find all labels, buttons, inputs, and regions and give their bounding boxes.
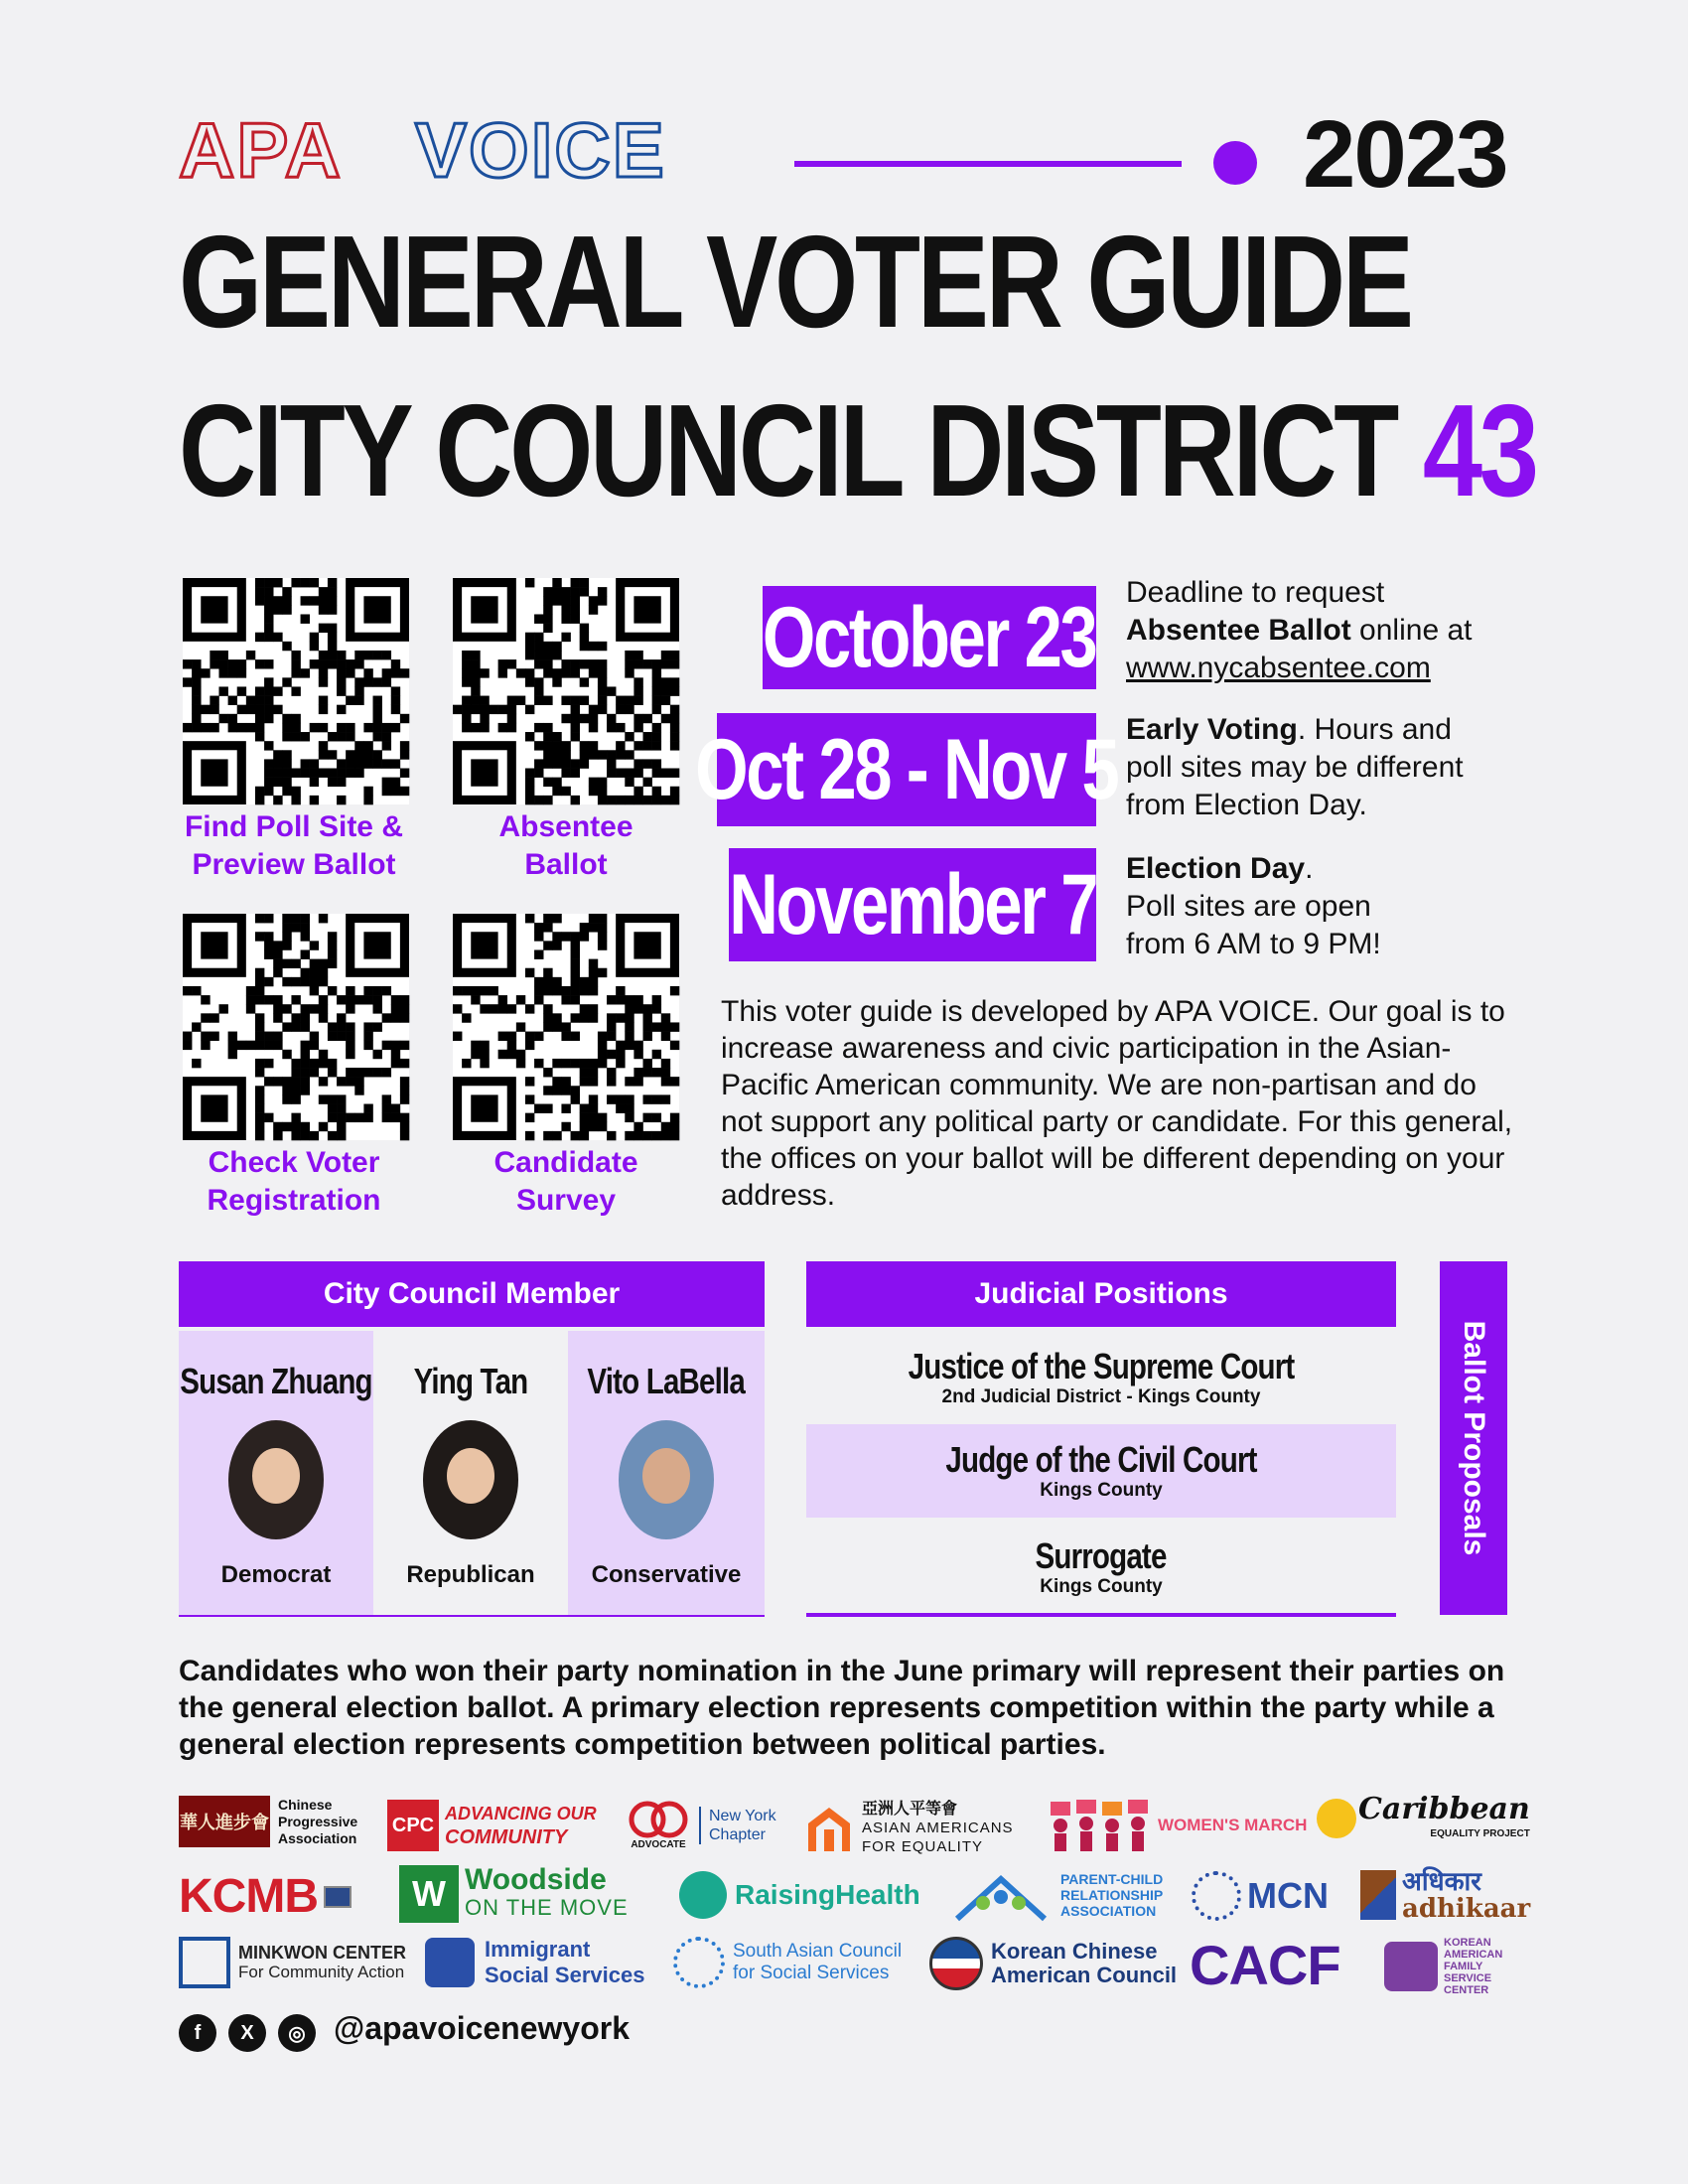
date-text: October 23 xyxy=(763,589,1096,685)
date-desc-absentee xyxy=(1126,574,1523,687)
qr-label-line: Find Poll Site & xyxy=(184,810,403,843)
woodside-logo xyxy=(399,1865,629,1923)
page-subtitle xyxy=(179,377,1536,523)
date-text: November 7 xyxy=(729,856,1096,952)
desc-rest: . xyxy=(1305,852,1314,885)
desc-line: Poll sites are open xyxy=(1126,890,1371,923)
cpa-logo xyxy=(179,1796,387,1847)
judicial-position xyxy=(806,1524,1396,1611)
adhikaar-icon xyxy=(1360,1870,1396,1920)
qr-label-line: Candidate xyxy=(493,1146,638,1179)
candidate-party: Democrat xyxy=(220,1561,332,1588)
iss-text xyxy=(485,1937,644,1988)
kcmb-text: KCMB xyxy=(179,1870,318,1923)
woodside-name: Woodside xyxy=(465,1863,607,1896)
desc-rest: online at xyxy=(1350,614,1473,647)
qr-code-voter-registration[interactable] xyxy=(183,914,409,1140)
minkwon-text xyxy=(238,1943,406,1982)
kcmb-logo xyxy=(179,1869,352,1924)
absentee-link[interactable]: www.nycabsentee.com xyxy=(1126,652,1431,684)
advocate-icon xyxy=(626,1800,691,1839)
kcac-text xyxy=(991,1940,1177,1987)
desc-line xyxy=(1126,850,1523,888)
kcmb-name xyxy=(179,1869,318,1924)
page-title: GENERAL VOTER GUIDE xyxy=(179,209,1411,355)
cpc-logo xyxy=(387,1800,597,1851)
position-district: Kings County xyxy=(1040,1480,1163,1501)
sacss-logo xyxy=(673,1937,902,1988)
cpc-tagline xyxy=(445,1802,597,1849)
judicial-header: Judicial Positions xyxy=(806,1261,1396,1327)
position-district: 2nd Judicial District - Kings County xyxy=(941,1386,1261,1407)
desc-bold: Early Voting xyxy=(1126,713,1298,746)
womens-march-icon xyxy=(1049,1798,1152,1853)
adhikaar-name: adhikaar xyxy=(1402,1894,1531,1924)
judicial-position xyxy=(806,1335,1396,1420)
sacss-name: South Asian Council xyxy=(733,1941,903,1962)
position-district: Kings County xyxy=(1040,1576,1163,1597)
adhikaar-hindi: अधिकार xyxy=(1402,1866,1481,1896)
minkwon-logo xyxy=(179,1937,406,1988)
cacf-logo xyxy=(1190,1933,1340,1997)
kcmb-icon xyxy=(324,1886,352,1908)
qr-label-line: Check Voter xyxy=(208,1146,380,1179)
qr-label-candidate-survey xyxy=(417,1144,715,1220)
kcac-icon xyxy=(929,1937,983,1990)
kcac-name: Korean Chinese xyxy=(991,1939,1158,1964)
pcra-name: PARENT-CHILD RELATIONSHIP ASSOCIATION xyxy=(1060,1871,1164,1919)
qr-label-poll-site xyxy=(145,808,443,884)
qr-label-line: Registration xyxy=(207,1184,381,1217)
date-text: Oct 28 - Nov 5 xyxy=(695,721,1118,817)
candidate-photo xyxy=(228,1420,324,1539)
cpc-tagline-bottom: COMMUNITY xyxy=(445,1826,568,1848)
aafe-logo xyxy=(804,1800,1037,1856)
facebook-icon[interactable]: f xyxy=(179,2014,216,2052)
cpc-tagline-top: ADVANCING OUR xyxy=(445,1804,597,1823)
instagram-icon[interactable]: ◎ xyxy=(278,2014,316,2052)
candidate-party: Conservative xyxy=(591,1561,742,1588)
advocate-mark xyxy=(626,1800,691,1850)
pcra-logo xyxy=(949,1869,1186,1921)
iss-name: Immigrant xyxy=(485,1937,591,1962)
candidate-card xyxy=(373,1331,568,1615)
judicial-position xyxy=(806,1424,1396,1518)
qr-code-poll-site[interactable] xyxy=(183,578,409,804)
cpa-mark: 華人進步會 xyxy=(179,1796,270,1847)
desc-line xyxy=(1126,711,1523,749)
iss-icon xyxy=(425,1938,475,1987)
cacf-name: CACF xyxy=(1190,1934,1340,1996)
womens-march-logo xyxy=(1049,1798,1307,1853)
woodside-sub: ON THE MOVE xyxy=(465,1895,629,1920)
date-desc-early-voting xyxy=(1126,711,1523,824)
candidate-card xyxy=(568,1331,765,1615)
minkwon-sub: For Community Action xyxy=(238,1963,405,1981)
raising-health-icon xyxy=(679,1871,727,1919)
candidate-card xyxy=(179,1331,373,1615)
adhikaar-text xyxy=(1402,1867,1530,1923)
iss-sub: Social Services xyxy=(485,1963,645,1987)
aafe-cn: 亞洲人平等會 xyxy=(862,1801,958,1818)
iss-logo xyxy=(425,1937,644,1988)
womens-march-name: WOMEN'S MARCH xyxy=(1158,1816,1308,1834)
sacss-sub: for Social Services xyxy=(733,1963,890,1983)
header-dot xyxy=(1213,141,1257,185)
adhikaar-logo xyxy=(1360,1867,1530,1923)
desc-line: from Election Day. xyxy=(1126,789,1367,821)
cpc-mark: CPC xyxy=(387,1800,439,1851)
qr-label-line: Survey xyxy=(515,1184,617,1217)
face-shape xyxy=(252,1448,300,1504)
qr-label-line: Ballot xyxy=(524,848,608,881)
aafe-text xyxy=(862,1800,1037,1856)
advocate-chapter: New York Chapter xyxy=(699,1807,792,1844)
position-title: Justice of the Supreme Court xyxy=(908,1346,1295,1386)
caribbean-icon xyxy=(1317,1799,1356,1838)
date-november-7 xyxy=(729,848,1096,961)
footer-note: Candidates who won their party nomination in the June primary will represent their parties on the general election ballot. A primary election represents competition within the party while a general election represents competition between political parties. xyxy=(179,1655,1505,1761)
caribbean-sub: EQUALITY PROJECT xyxy=(1430,1828,1530,1839)
mcn-name: MCN xyxy=(1247,1875,1329,1916)
x-icon[interactable]: X xyxy=(228,2014,266,2052)
desc-line xyxy=(1126,612,1523,650)
minkwon-icon xyxy=(179,1937,230,1988)
sacss-text xyxy=(733,1941,902,1984)
desc-line: from 6 AM to 9 PM! xyxy=(1126,928,1381,960)
date-early-voting xyxy=(695,713,1118,826)
district-number: 43 xyxy=(1422,377,1536,523)
desc-bold: Election Day xyxy=(1126,852,1306,885)
position-title: Surrogate xyxy=(1035,1535,1168,1576)
caribbean-text xyxy=(1358,1794,1530,1843)
advocate-logo xyxy=(626,1800,792,1850)
mcn-icon xyxy=(1192,1871,1241,1921)
caribbean-logo xyxy=(1317,1794,1530,1843)
desc-line: poll sites may be different xyxy=(1126,751,1464,784)
woodside-mark: W xyxy=(399,1865,459,1923)
mcn-logo xyxy=(1192,1871,1329,1921)
woodside-text xyxy=(465,1863,629,1922)
city-council-header: City Council Member xyxy=(179,1261,765,1327)
candidate-name: Susan Zhuang xyxy=(180,1361,372,1401)
face-shape xyxy=(447,1448,494,1504)
qr-code-absentee[interactable] xyxy=(453,578,679,804)
kafsc-icon xyxy=(1384,1942,1438,1991)
desc-line: Deadline to request xyxy=(1126,576,1385,609)
pcra-icon xyxy=(949,1869,1053,1921)
header-divider xyxy=(794,161,1182,167)
kcac-logo xyxy=(929,1937,1177,1990)
kafsc-logo xyxy=(1384,1937,1507,1996)
candidate-party: Republican xyxy=(406,1561,535,1588)
caribbean-name: Caribbean xyxy=(1358,1792,1530,1826)
position-title: Judge of the Civil Court xyxy=(945,1439,1257,1480)
cpa-name: Chinese Progressive Association xyxy=(278,1796,358,1846)
kafsc-name: KOREAN AMERICAN FAMILY SERVICE CENTER xyxy=(1444,1937,1503,1996)
aafe-icon xyxy=(804,1804,854,1853)
qr-label-line: Absentee xyxy=(498,810,633,843)
date-october-23 xyxy=(763,586,1096,689)
candidate-photo xyxy=(619,1420,714,1539)
logo-apa: APA xyxy=(179,106,343,194)
aafe-name: ASIAN AMERICANS FOR EQUALITY xyxy=(862,1820,1014,1855)
qr-label-line: Preview Ballot xyxy=(192,848,396,881)
face-shape xyxy=(642,1448,690,1504)
raising-health-logo xyxy=(679,1871,920,1919)
qr-code-candidate-survey[interactable] xyxy=(453,914,679,1140)
social-handle[interactable]: @apavoicenewyork xyxy=(334,2010,630,2046)
intro-paragraph: This voter guide is developed by APA VOICE. Our goal is to increase awareness and civic participation in the Asian-Pacific American community. We are non-partisan and do not support any political party or candidate. For this general, the offices on your ballot will be different depending on your address. xyxy=(721,995,1513,1212)
advocate-word: ADVOCATE xyxy=(631,1839,686,1850)
ballot-proposals-panel xyxy=(1440,1261,1507,1615)
desc-rest: . Hours and xyxy=(1297,713,1452,746)
judicial-rule xyxy=(806,1613,1396,1617)
kcac-sub: American Council xyxy=(991,1963,1178,1987)
logo-voice: VOICE xyxy=(415,106,666,194)
qr-label-absentee xyxy=(417,808,715,884)
sacss-icon xyxy=(673,1937,725,1988)
year: 2023 xyxy=(1303,101,1507,208)
candidate-photo xyxy=(423,1420,518,1539)
minkwon-name: MINKWON CENTER xyxy=(238,1943,406,1963)
qr-label-voter-registration xyxy=(145,1144,443,1220)
raising-health-name: RaisingHealth xyxy=(735,1879,920,1910)
subtitle-text: CITY COUNCIL DISTRICT xyxy=(179,377,1397,523)
date-desc-election-day xyxy=(1126,850,1523,963)
candidate-name: Vito LaBella xyxy=(587,1361,746,1401)
candidate-name: Ying Tan xyxy=(413,1361,528,1401)
ballot-proposals-label: Ballot Proposals xyxy=(1458,1320,1490,1556)
desc-bold: Absentee Ballot xyxy=(1126,614,1351,647)
